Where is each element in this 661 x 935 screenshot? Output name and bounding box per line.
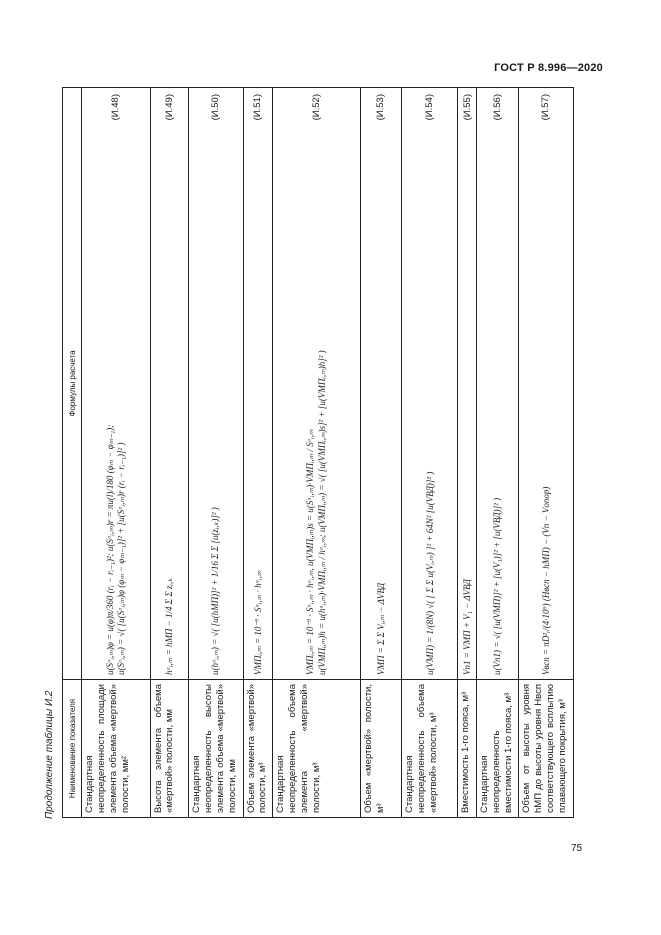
indicator-name: Объем «мертвой» полости, м³	[360, 680, 402, 818]
equation-number: (И.49)	[163, 94, 175, 121]
table-row	[150, 88, 188, 818]
formula-cell	[189, 88, 244, 680]
indicator-name: Стандартная неопределенность площади элемента объема «мертвой» полости, мм²	[82, 680, 151, 818]
table-row	[458, 88, 477, 818]
formula-line: VМПᵢ,ₘ = 10⁻⁹ · Sᵃᵢ,ₘ · hᵃᵢ,ₘ	[252, 570, 263, 675]
indicator-name: Стандартная неопределенность вместимости 1-го пояса, м³	[477, 680, 519, 818]
formula-cell	[477, 88, 519, 680]
formula-cell	[360, 88, 402, 680]
formula-line: u(hᵃᵢ,ₘ) = √( [u(hМП)]² + 1/16 Σ Σ [u(zᵢ,ₖ)]² )	[210, 507, 221, 675]
indicator-name: Стандартная неопределенность объема элемента «мертвой» полости, м³	[273, 680, 360, 818]
column-header-formula: Формулы расчета	[63, 88, 82, 680]
formula-line: Vвсп = πD²ᵣ/(4·10⁹) (Hвсп − hМП) − (Vп − Vопор)	[540, 486, 551, 675]
formula-cell	[458, 88, 477, 680]
indicator-name: Объем от высоты уровня hМП до высоты уровня Hвсп соответствующего всплытию плавающего покрытия, м³	[519, 680, 574, 818]
rotated-table-container	[62, 88, 574, 818]
formula-cell	[273, 88, 360, 680]
formula-line: u(VМП) = 1/(8N) √( [ Σ Σ u(Vᵢ,ₘ) ]² + 64N² [u(VВД)]² )	[424, 471, 435, 675]
equation-number: (И.50)	[210, 94, 222, 121]
formula-table	[62, 87, 574, 818]
formula-line: Vп1 = VМП + V₁ − ΔVВД	[461, 579, 472, 675]
equation-number: (И.57)	[540, 94, 552, 121]
indicator-name: Стандартная неопределенность объема «мертвой» полости, м³	[402, 680, 458, 818]
formula-cell	[150, 88, 188, 680]
indicator-name: Стандартная неопределенность высоты элемента объема «мертвой» полости, мм	[189, 680, 244, 818]
table-row	[477, 88, 519, 818]
table-row	[243, 88, 273, 818]
equation-number: (И.54)	[424, 94, 436, 121]
equation-number: (И.52)	[310, 94, 322, 121]
table-row	[273, 88, 360, 818]
table-header-row	[63, 88, 82, 818]
column-header-name: Наименование показателя	[63, 680, 82, 818]
formula-cell	[519, 88, 574, 680]
equation-number: (И.53)	[375, 94, 387, 121]
indicator-name: Объем элемента «мертвой» полости, м³	[243, 680, 273, 818]
standard-header: ГОСТ Р 8.996—2020	[494, 62, 603, 74]
equation-number: (И.48)	[110, 94, 122, 121]
equation-number: (И.55)	[461, 94, 473, 121]
formula-cell	[243, 88, 273, 680]
table-row	[519, 88, 574, 818]
table-caption: Продолжение таблицы И.2	[44, 690, 55, 819]
formula-line: u(Sᵃᵢ,ₘ) = √( [u(Sᵃᵢ,ₘ)φ (φₘ − φₘ₋₁)]² + [u(Sᵃᵢ,ₘ)r (rᵢ − rᵢ₋₁)]² )	[116, 442, 127, 675]
equation-number: (И.51)	[252, 94, 264, 121]
equation-number: (И.56)	[492, 94, 504, 121]
formula-cell	[402, 88, 458, 680]
formula-line: u(Sᵃᵢ,ₘ)φ = u(φ)π/360 (rᵢ − rᵢ₋₁)²; u(Sᵃᵢ,ₘ)r = πu(l)/180 (φₘ − φₘ₋₁);	[104, 424, 115, 675]
indicator-name: Вместимость 1-го пояса, м³	[458, 680, 477, 818]
formula-line: u(VМПᵢ,ₘ)h = u(hᵃᵢ,ₘ)·VМПᵢ,ₘ / hᵃᵢ,ₘ; u(VМПᵢ,ₘ) = √( [u(VМПᵢ,ₘ)s]² + [u(VМПᵢ,ₘ)h]² )	[317, 350, 328, 675]
page-number: 75	[571, 843, 583, 854]
formula-line: VМП = Σ Σ Vᵢ,ₘ − ΔVВД	[375, 582, 386, 675]
table-row	[402, 88, 458, 818]
table-row	[360, 88, 402, 818]
table-row	[82, 88, 151, 818]
formula-line: u(Vп1) = √( [u(VМП)]² + [u(V₁)]² + [u(VВД)]² )	[492, 497, 503, 675]
formula-line: hᵃᵢ,ₘ = hМП − 1/4 Σ Σ zᵢ,ₖ	[163, 578, 174, 675]
indicator-name: Высота элемента объема «мертвой» полости, мм	[150, 680, 188, 818]
formula-cell	[82, 88, 151, 680]
table-row	[189, 88, 244, 818]
table-body	[82, 88, 574, 818]
formula-line: VМПᵢ,ₘ = 10⁻⁹ · Sᵃᵢ,ₘ · hᵃᵢ,ₘ, u(VМПᵢ,ₘ)s = u(Sᵃᵢ,ₘ)·VМПᵢ,ₘ / Sᵃᵢ,ₘ	[305, 429, 316, 675]
